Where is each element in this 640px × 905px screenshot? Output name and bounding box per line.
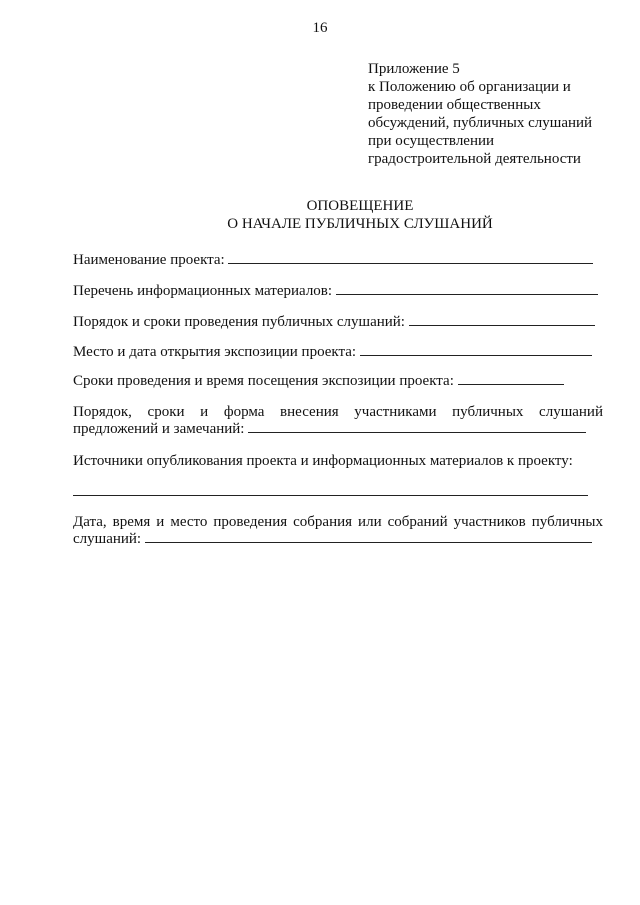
field-label: Сроки проведения и время посещения экспозиции проекта: [73,373,454,389]
fill-in-line [360,343,592,356]
field-procedure-terms [73,313,595,331]
field-label: Наименование проекта: [73,252,225,268]
appendix-line: обсуждений, публичных слушаний [368,115,593,131]
fill-in-line [248,420,586,433]
field-label: слушаний: [73,531,142,547]
field-label: Порядок и сроки проведения публичных слушаний: [73,314,405,330]
appendix-line: Приложение 5 [368,61,460,77]
fill-in-line [73,495,588,496]
field-label: Место и дата открытия экспозиции проекта: [73,344,357,360]
field-meeting-line-2 [73,530,592,548]
field-info-materials [73,282,598,300]
appendix-note [368,60,618,168]
fill-in-line [228,251,593,264]
fill-in-line [409,313,595,326]
field-meeting-line-1: Дата, время и место проведения собрания или собраний участников публичных [73,514,603,530]
title-line-1: ОПОВЕЩЕНИЕ [306,198,414,214]
appendix-line: градостроительной деятельности [368,151,581,167]
field-label: предложений и замечаний: [73,421,245,437]
title-line-2: О НАЧАЛЕ ПУБЛИЧНЫХ СЛУШАНИЙ [227,216,493,232]
field-proposals-line-1: Порядок, сроки и форма внесения участниками публичных слушаний [73,404,603,420]
field-exposition-place-date [73,343,592,361]
field-project-name [73,251,593,269]
fill-in-line [145,530,592,543]
appendix-line: проведении общественных [368,97,541,113]
fill-in-line [336,282,598,295]
field-publication-sources: Источники опубликования проекта и информационных материалов к проекту: [73,453,573,469]
document-title [0,197,640,233]
field-exposition-terms-time [73,372,564,390]
appendix-line: к Положению об организации и [368,79,571,95]
appendix-line: при осуществлении [368,133,495,149]
field-proposals-line-2 [73,420,586,438]
fill-in-line [458,372,564,385]
field-label: Перечень информационных материалов: [73,283,333,299]
page-number: 16 [312,20,328,36]
